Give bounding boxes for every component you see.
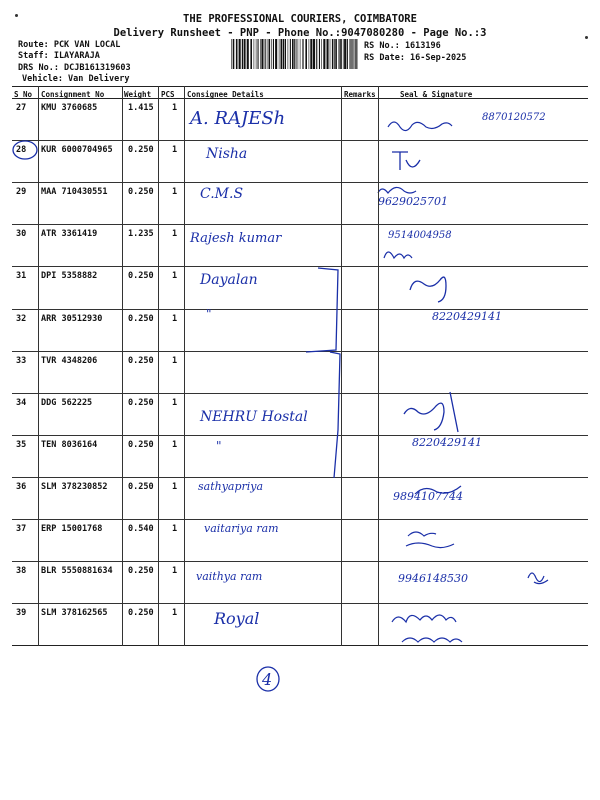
cell-pcs: 1 [172,314,178,324]
signature-scribble [528,573,548,584]
col-header-consignment: Consignment No [41,90,105,99]
page-mark-circle [257,667,279,691]
cell-consignment: DPI 5358882 [41,271,98,281]
barcode-bar [309,39,310,69]
signature-scribble [402,638,462,642]
barcode-bar [279,39,280,69]
barcode-bar [254,39,255,69]
cell-sno: 35 [16,440,27,450]
consignee-handwriting: " [216,439,222,453]
signature-scribble [388,122,452,131]
barcode-bar [305,39,307,69]
bracket-mark [306,268,338,352]
row-divider [12,266,588,267]
consignee-handwriting: vaitariya ram [204,522,279,535]
cell-pcs: 1 [172,524,178,534]
page-mark-hw: 4 [262,670,273,689]
signature-handwriting: 8220429141 [432,310,502,323]
cell-sno: 27 [16,103,27,113]
barcode [231,39,359,69]
cell-pcs: 1 [172,145,178,155]
consignee-handwriting: NEHRU Hostal [200,409,308,425]
column-divider [184,86,185,646]
signature-scribble [404,392,458,432]
cell-weight: 0.250 [128,482,154,492]
cell-pcs: 1 [172,440,178,450]
column-divider [38,86,39,646]
barcode-bar [330,39,331,69]
barcode-bar [290,39,291,69]
barcode-bar [250,39,252,69]
cell-weight: 0.250 [128,608,154,618]
cell-pcs: 1 [172,566,178,576]
signature-scribble [384,252,412,258]
barcode-bar [335,39,337,69]
cell-pcs: 1 [172,229,178,239]
route-label: Route: PCK VAN LOCAL [18,40,121,50]
barcode-bar [350,39,351,69]
cell-pcs: 1 [172,482,178,492]
barcode-bar [285,39,286,69]
barcode-bar [256,39,257,69]
barcode-bar [247,39,249,69]
cell-consignment: SLM 378230852 [41,482,108,492]
barcode-bar [258,39,259,69]
barcode-bar [267,39,268,69]
signature-handwriting: 8220429141 [412,436,482,449]
cell-pcs: 1 [172,103,178,113]
runsheet-subtitle: Delivery Runsheet - PNP - Phone No.:9047080280 - Page No.:3 [113,27,487,39]
row-divider [12,561,588,562]
barcode-bar [352,39,353,69]
cell-weight: 0.250 [128,398,154,408]
cell-consignment: BLR 5550881634 [41,566,113,576]
consignee-handwriting: " [206,307,212,321]
cell-pcs: 1 [172,187,178,197]
col-header-sno: S No [14,90,33,99]
barcode-bar [296,39,297,69]
cell-consignment: KUR 6000704965 [41,145,113,155]
barcode-bar [334,39,335,69]
col-header-consignee: Consignee Details [187,90,264,99]
barcode-bar [323,39,325,69]
barcode-bar [344,39,346,69]
barcode-bar [343,39,344,69]
signature-scribble [378,187,416,193]
barcode-bar [244,39,246,69]
row-divider [12,182,588,183]
cell-sno: 36 [16,482,27,492]
barcode-bar [316,39,317,69]
cell-consignment: DDG 562225 [41,398,93,408]
cell-consignment: MAA 710430551 [41,187,108,197]
cell-weight: 0.250 [128,440,154,450]
barcode-bar [356,39,357,69]
signature-handwriting: 9514004958 [388,230,452,241]
column-divider [122,86,123,646]
cell-pcs: 1 [172,398,178,408]
barcode-bar [260,39,261,69]
col-header-pcs: PCS [161,90,175,99]
cell-consignment: ATR 3361419 [41,229,98,239]
consignee-handwriting: C.M.S [200,186,244,202]
rs-number: RS No.: 1613196 [364,41,441,51]
cell-sno: 31 [16,271,27,281]
barcode-bar [351,39,352,69]
signature-scribble [406,532,454,548]
barcode-bar [302,39,303,69]
signature-handwriting: 9894107744 [393,490,463,503]
barcode-bar [294,39,295,69]
col-header-weight: Weight [124,90,152,99]
column-divider [158,86,159,646]
cell-weight: 0.250 [128,271,154,281]
barcode-bar [271,39,272,69]
table-top-rule [12,86,588,87]
barcode-bar [242,39,244,69]
signature-scribble [392,152,420,170]
company-title: THE PROFESSIONAL COURIERS, COIMBATORE [183,13,417,25]
bracket-mark [330,352,340,478]
cell-consignment: SLM 378162565 [41,608,108,618]
barcode-bar [355,39,356,69]
consignee-handwriting: sathyapriya [198,480,264,493]
signature-scribble [392,615,456,622]
cell-sno: 28 [16,145,27,155]
cell-weight: 1.415 [128,103,154,113]
barcode-bar [239,39,241,69]
barcode-bar [298,39,299,69]
barcode-bar [303,39,304,69]
barcode-bar [332,39,333,69]
column-divider [341,86,342,646]
cell-sno: 29 [16,187,27,197]
col-header-signature: Seal & Signature [400,90,473,99]
cell-sno: 37 [16,524,27,534]
barcode-bar [288,39,289,69]
cell-weight: 0.250 [128,356,154,366]
row-divider [12,477,588,478]
consignee-handwriting: Rajesh kumar [190,231,282,246]
cell-sno: 33 [16,356,27,366]
barcode-bar [236,39,238,69]
row-divider [12,603,588,604]
consignee-handwriting: vaithya ram [196,570,263,583]
barcode-bar [283,39,285,69]
cell-sno: 34 [16,398,27,408]
cell-weight: 0.250 [128,314,154,324]
cell-weight: 0.540 [128,524,154,534]
cell-consignment: ARR 30512930 [41,314,103,324]
consignee-handwriting: Dayalan [200,272,258,288]
row-divider [12,393,588,394]
consignee-handwriting: Nisha [206,146,248,162]
barcode-bar [319,39,320,69]
barcode-bar [313,39,315,69]
cell-weight: 0.250 [128,187,154,197]
drs-label: DRS No.: DCJB161319603 [18,63,131,73]
row-divider [12,519,588,520]
table-bottom-rule [12,645,588,646]
cell-weight: 1.235 [128,229,154,239]
barcode-bar [281,39,283,69]
barcode-bar [339,39,340,69]
vehicle-label: Vehicle: Van Delivery [22,74,130,84]
rs-date: RS Date: 16-Sep-2025 [364,53,467,63]
barcode-bar [273,39,274,69]
consignee-handwriting: Royal [214,609,260,628]
barcode-bar [275,39,277,69]
barcode-bar [300,39,301,69]
row-divider [12,351,588,352]
signature-handwriting: 9629025701 [378,195,448,208]
row-divider [12,435,588,436]
cell-consignment: TEN 8036164 [41,440,98,450]
cell-pcs: 1 [172,356,178,366]
signature-handwriting: 8870120572 [482,112,546,123]
signature-handwriting: 9946148530 [398,572,468,585]
cell-consignment: TVR 4348206 [41,356,98,366]
barcode-bar [261,39,263,69]
cell-sno: 38 [16,566,27,576]
cell-pcs: 1 [172,271,178,281]
barcode-bar [269,39,271,69]
barcode-bar [347,39,348,69]
signature-scribble [410,277,446,302]
cell-consignment: ERP 15001768 [41,524,103,534]
barcode-bar [340,39,342,69]
barcode-bar [321,39,322,69]
col-header-remarks: Remarks [344,90,376,99]
cell-weight: 0.250 [128,566,154,576]
row-divider [12,224,588,225]
staff-label: Staff: ILAYARAJA [18,51,100,61]
cell-sno: 39 [16,608,27,618]
cell-sno: 30 [16,229,27,239]
barcode-bar [231,39,232,69]
consignee-handwriting: A. RAJESh [190,108,286,129]
column-divider [378,86,379,646]
barcode-bar [327,39,329,69]
cell-weight: 0.250 [128,145,154,155]
barcode-bar [265,39,266,69]
barcode-bar [292,39,294,69]
cell-sno: 32 [16,314,27,324]
cell-consignment: KMU 3760685 [41,103,98,113]
barcode-bar [233,39,235,69]
row-divider [12,140,588,141]
cell-pcs: 1 [172,608,178,618]
barcode-bar [310,39,312,69]
